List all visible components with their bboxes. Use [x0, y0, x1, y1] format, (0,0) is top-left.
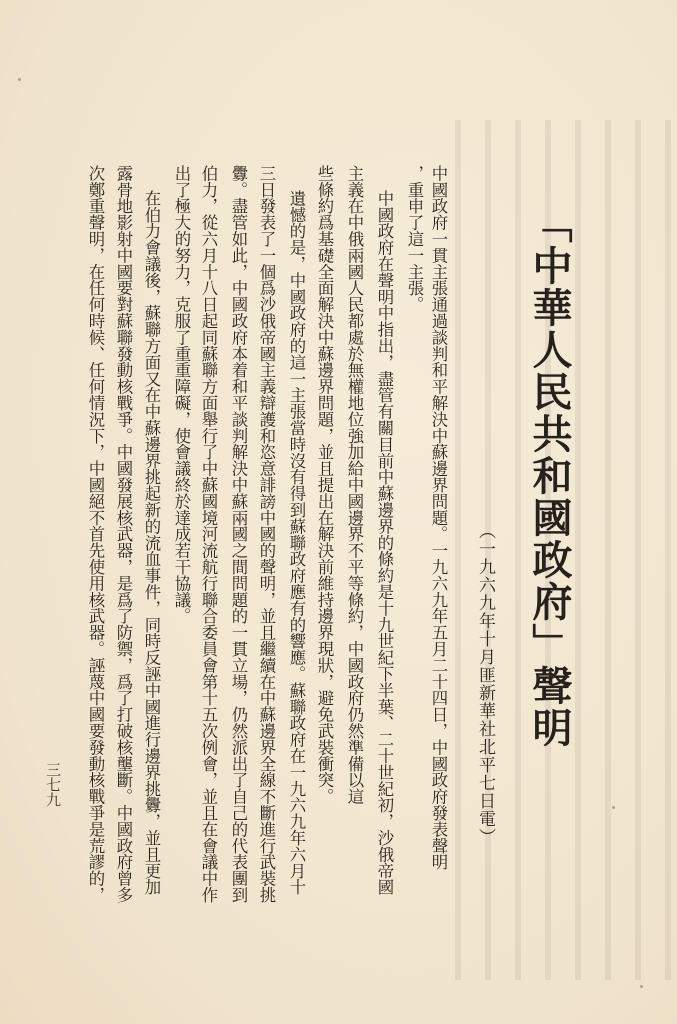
- body-column: 中國政府在聲明中指出，盡管有關目前中蘇邊界的條約是十九世紀下半葉、二十世紀初，沙俄帝國: [375, 190, 394, 896]
- body-column: 主義在中俄兩國人民都處於無權地位強加給中國邊界不平等條約，中國政府仍然準備以這: [345, 165, 364, 805]
- paper-spot: [640, 985, 643, 988]
- page-number: 三七九: [44, 762, 62, 807]
- body-column: 次鄭重聲明，在任何時候、任何情況下，中國絕不首先使用核武器。誣蔑中國要發動核戰爭是荒謬的，: [86, 165, 105, 903]
- body-column: 伯力，從六月十八日起同蘇聯方面舉行了中蘇國境河流航行聯合委員會第十五次例會，並且在會議中作: [199, 165, 218, 903]
- body-column: 中國政府一貫主張通過談判和平解決中蘇邊界問題。一九六九年五月二十四日，中國政府發表聲明: [429, 165, 448, 871]
- paper-spot: [18, 78, 21, 81]
- body-column: 些條約爲基礎全面解決中蘇邊界問題，並且提出在解決前維持邊界現狀，避免武裝衝突。: [315, 165, 334, 805]
- body-column: 在伯力會議後，蘇聯方面又在中蘇邊界挑起新的流血事件，同時反誣中國進行邊界挑釁，並且更加: [142, 190, 161, 896]
- body-column: ，重申了這一主張。: [405, 165, 424, 313]
- document-subtitle: （一九六九年十月匪新華社北平七日電）: [475, 522, 495, 846]
- body-column: 出了極大的努力，克服了重重障礙，使會議終於達成若干協議。: [172, 165, 191, 625]
- body-column: 三日發表了一個爲沙俄帝國主義辯護和恣意誹謗中國的聲明，並且繼續在中蘇邊界全線不斷進行武裝挑: [257, 165, 276, 903]
- body-column: 遺憾的是，中國政府的這一主張當時沒有得到蘇聯政府應有的響應。蘇聯政府在一九六九年六月十: [287, 190, 306, 896]
- body-column: 露骨地影射中國要對蘇聯發動核戰爭。中國發展核武器，是爲了防禦，爲了打破核壟斷。中國政府曾多: [114, 165, 133, 903]
- document-title: 「中華人民共和國政府」聲明: [526, 203, 573, 749]
- paper-spot: [612, 806, 615, 809]
- body-column: 釁。盡管如此，中國政府本着和平談判解決中蘇兩國之間問題的一貫立場，仍然派出了自己的代表團到: [229, 165, 248, 903]
